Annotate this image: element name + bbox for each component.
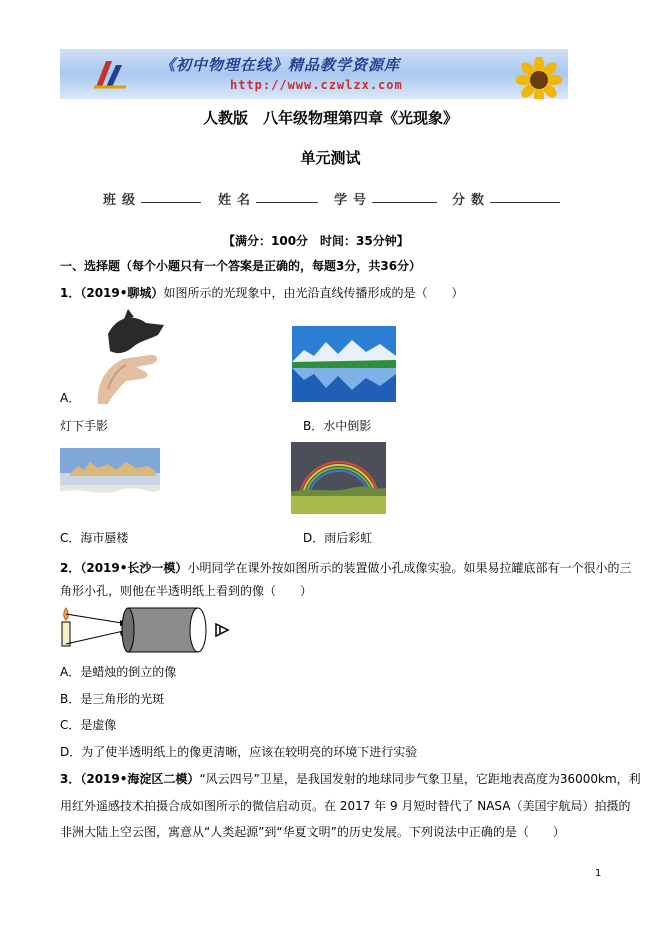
- question-2-text-line2: 角形小孔，则他在半透明纸上看到的像（ ）: [60, 584, 313, 598]
- question-2-option-a: A．是蜡烛的倒立的像: [60, 665, 177, 679]
- option-b-label: B．水中倒影: [303, 419, 372, 433]
- student-id-blank: [372, 202, 437, 203]
- document-subtitle: 单元测试: [300, 149, 361, 167]
- logo-icon: [90, 57, 130, 93]
- question-2-source: （2019•长沙一模）: [80, 561, 188, 575]
- pinhole-camera-diagram: [58, 604, 238, 656]
- option-a-label: 灯下手影: [60, 419, 109, 433]
- header-banner: [60, 49, 568, 99]
- option-c-label: C．海市蜃楼: [60, 531, 129, 545]
- class-label: 班级: [103, 193, 142, 208]
- question-2-option-c: C．是虚像: [60, 718, 117, 732]
- document-title: 人教版 八年级物理第四章《光现象》: [202, 109, 458, 127]
- hand-shadow-image: [78, 309, 170, 404]
- name-blank: [256, 202, 318, 203]
- question-3-text-line1: “风云四号”卫星，是我国发射的地球同步气象卫星，它距地表高度为36000km，利: [199, 772, 641, 786]
- score-label: 分数: [452, 193, 491, 208]
- question-3-number: 3．: [60, 772, 81, 786]
- page-number: 1: [595, 868, 602, 879]
- exam-meta: 【满分：100分 时间：35分钟】: [223, 234, 409, 248]
- section-heading: 一、选择题（每个小题只有一个答案是正确的，每题3分，共36分）: [60, 259, 422, 273]
- rainbow-image: [291, 442, 386, 514]
- question-2-option-b: B．是三角形的光斑: [60, 692, 165, 706]
- question-3-text-line3: 非洲大陆上空云图，寓意从“人类起源”到“华夏文明”的历史发展。下列说法中正确的是（ ）: [60, 825, 565, 839]
- score-blank: [490, 202, 560, 203]
- question-1-stem: [60, 284, 463, 301]
- question-3-text-line2: 用红外遥感技术拍摄合成如图所示的微信启动页。在 2017 年 9 月短时替代了 NASA（美国宇航局）拍摄的: [60, 799, 631, 813]
- question-3-source: （2019•海淀区二模）: [80, 772, 200, 786]
- question-2-number: 2．: [60, 561, 81, 575]
- class-blank: [141, 202, 201, 203]
- question-2-option-d: D．为了使半透明纸上的像更清晰，应该在较明亮的环境下进行实验: [60, 745, 418, 759]
- sunflower-icon: [516, 57, 562, 99]
- option-d-label: D．雨后彩虹: [303, 531, 373, 545]
- question-1-number: 1．: [60, 286, 81, 300]
- banner-title: 《初中物理在线》精品教学资源库: [160, 56, 401, 74]
- question-1-text: 如图所示的光现象中，由光沿直线传播形成的是（ ）: [163, 286, 464, 300]
- option-a-letter: A．: [60, 391, 81, 405]
- question-2-text-line1: 小明同学在课外按如图所示的装置做小孔成像实验。如果易拉罐底部有一个很小的三: [187, 561, 632, 575]
- student-id-label: 学号: [334, 193, 373, 208]
- banner-url[interactable]: http://www.czwlzx.com: [230, 78, 403, 92]
- question-3-stem: [60, 770, 641, 787]
- mirage-image: [60, 448, 160, 513]
- question-2-stem: [60, 559, 631, 576]
- mountain-reflection-image: [292, 326, 396, 402]
- question-1-source: （2019•聊城）: [80, 286, 164, 300]
- name-label: 姓名: [218, 193, 257, 208]
